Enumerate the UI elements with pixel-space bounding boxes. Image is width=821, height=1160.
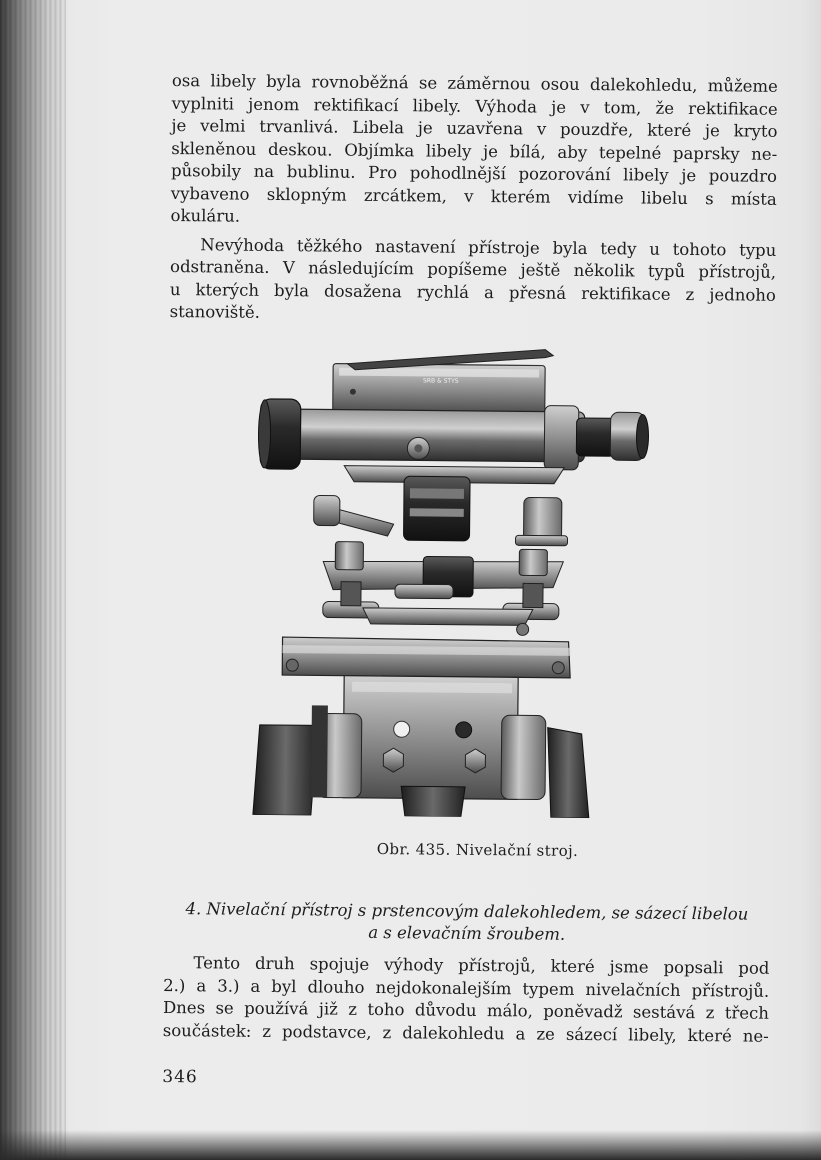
text-line: skleněnou deskou. Objímka libely je bílá, aby tepelné paprsky ne- xyxy=(171,138,778,164)
level-vial-housing xyxy=(333,347,554,413)
text-line: odstraněna. V následujícím popíšeme ještě několik typů přístrojů, xyxy=(170,256,777,282)
figure-leveling-instrument xyxy=(251,344,655,818)
page-content xyxy=(162,70,778,1094)
text-line: Dnes se používá již z toho důvodu málo, poněvadž sestává z třech xyxy=(162,997,770,1023)
paragraph-1 xyxy=(170,70,777,233)
section-heading-line: 4. Nivelační přístroj s prstencovým dalekohledem, se sázecí libelou xyxy=(185,899,749,924)
text-line: Nevýhoda těžkého nastavení přístroje byla tedy u tohoto typu xyxy=(200,234,777,260)
section-heading-line: a s elevačním šroubem. xyxy=(368,922,566,944)
text-line: Tento druh spojuje výhody přístrojů, které jsme popsali pod xyxy=(193,953,770,978)
paragraph-2 xyxy=(170,233,777,329)
text-line: součástek: z podstavce, z dalekohledu a ze sázecí libely, které ne- xyxy=(162,1020,769,1046)
maker-mark: SRB & STYS xyxy=(422,376,459,385)
tribrach xyxy=(323,541,564,619)
base-plate xyxy=(282,607,571,678)
page-bottom-shadow xyxy=(0,1130,821,1160)
tripod-head xyxy=(253,674,590,817)
leveling-instrument-illustration xyxy=(251,344,655,818)
text-line: 2.) a 3.) a byl dlouho nejdokonalejším typem nivelačních přístrojů. xyxy=(163,975,770,1001)
figure-caption: Obr. 435. Nivelační stroj. xyxy=(376,839,579,860)
text-line: vybaveno sklopným zrcátkem, v kterém vidíme libelu s místa xyxy=(170,183,777,209)
text-line: osa libely byla rovnoběžná se záměrnou osou dalekohledu, můžeme xyxy=(171,70,778,96)
section-heading xyxy=(164,898,770,948)
text-line: okuláru. xyxy=(170,205,241,226)
book-spine-shadow xyxy=(0,0,66,1160)
text-line: je velmi trvanlivá. Libela je uzavřena v pouzdře, které je kryto xyxy=(171,115,778,141)
text-line: působily na bublinu. Pro pohodlnější pozorování libely je pouzdro xyxy=(170,160,778,186)
page-number: 346 xyxy=(162,1066,198,1088)
text-line: vyplniti jenom rektifikací libely. Výhoda je v tom, že rektifikace xyxy=(171,93,778,119)
text-line: u kterých byla dosažena rychlá a přesná rektifikace z jednoho xyxy=(169,279,776,305)
paragraph-3 xyxy=(163,952,770,1048)
upper-bracket xyxy=(313,465,568,545)
text-line: stanoviště. xyxy=(169,301,260,322)
